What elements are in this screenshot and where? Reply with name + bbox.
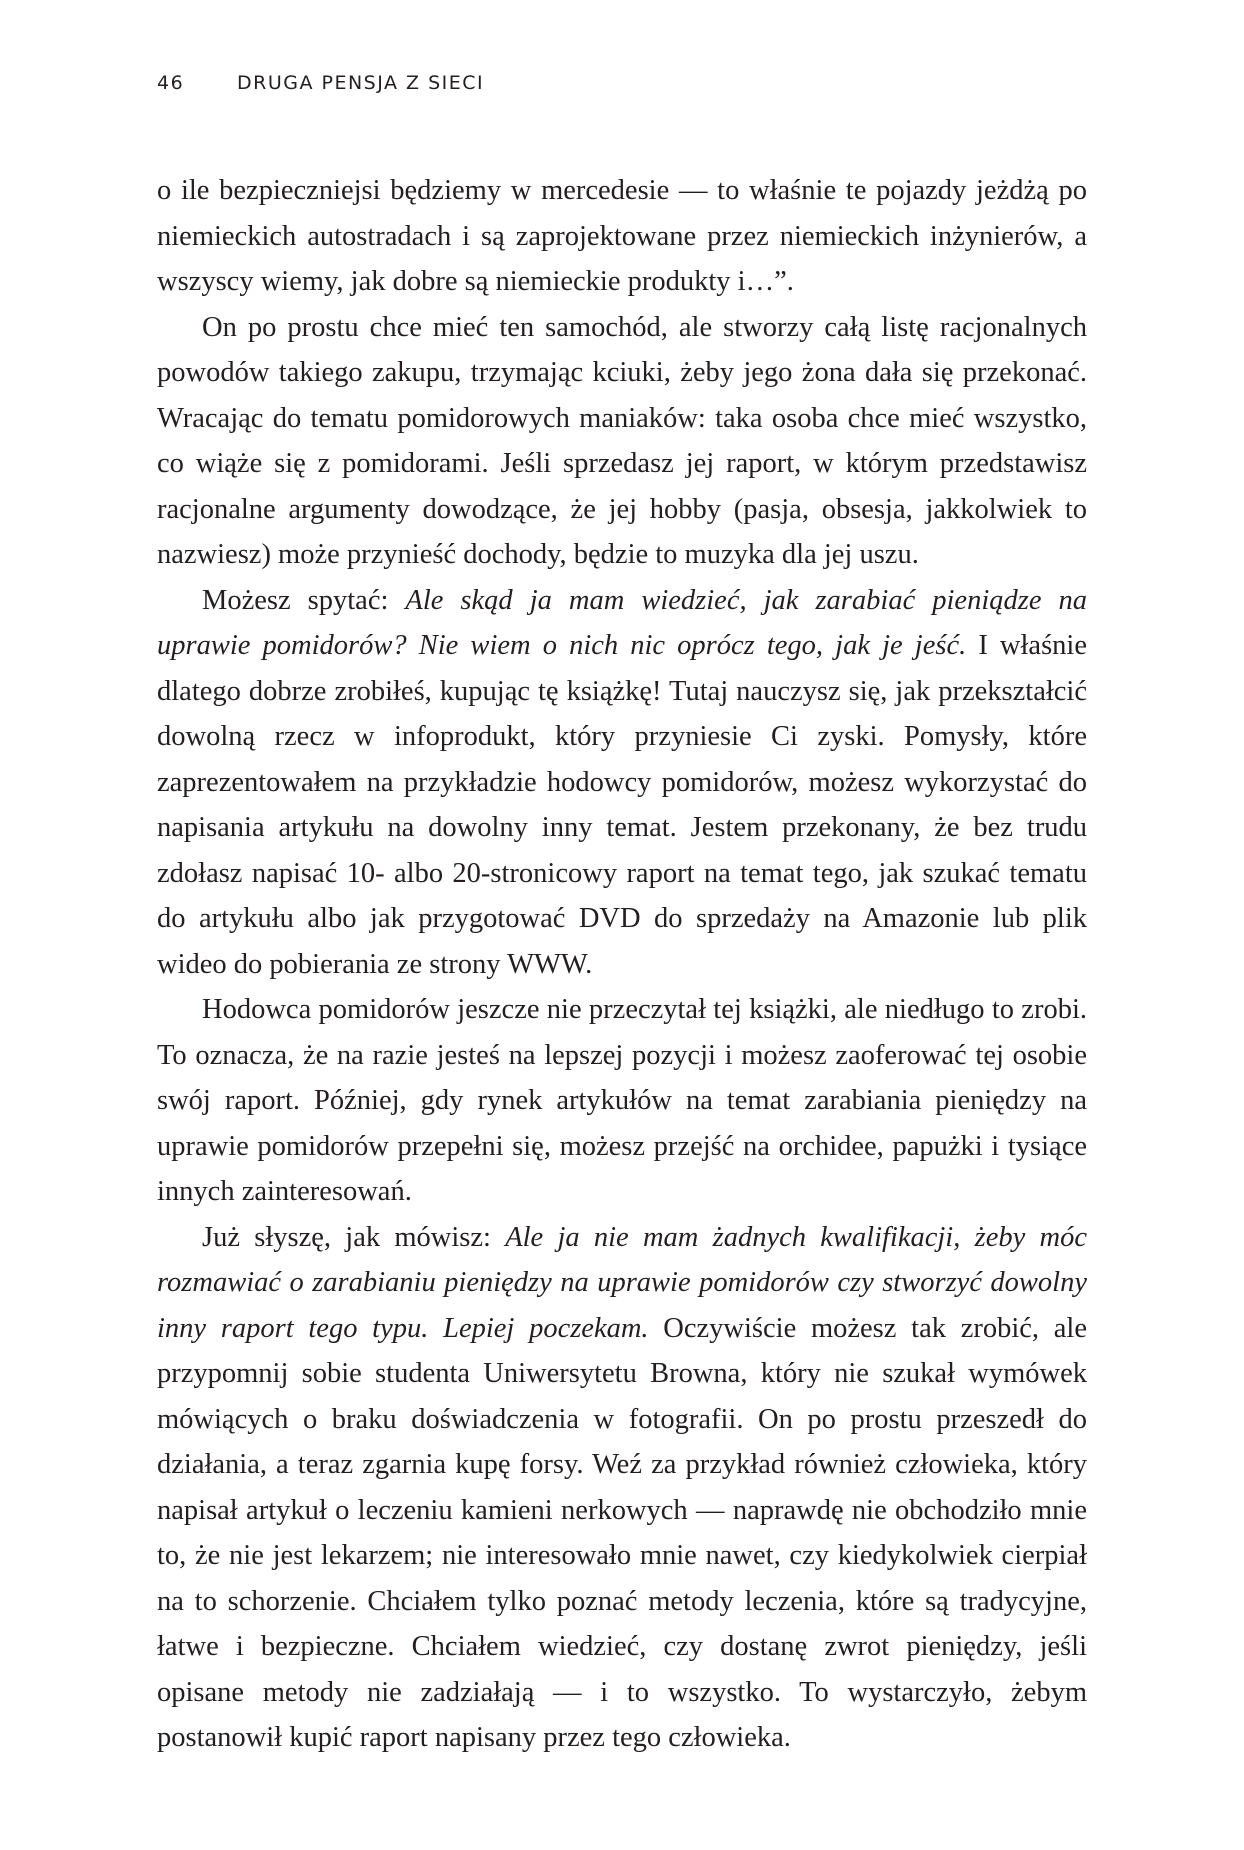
paragraph-3-rest: I właśnie dlatego dobrze zrobiłeś, kupując tę książkę! Tutaj nauczysz się, jak przekształcić dowolną rzecz w infoprodukt, który przyniesie Ci zyski. Pomysły, które zaprezentowałem na przykładzie hodowcy pomidorów, możesz wykorzystać do napisania artykułu na dowolny inny temat. Jestem przekonany, że bez trudu zdołasz napisać 10- albo 20-stronicowy raport na temat tego, jak szukać tematu do artykułu albo jak przygotować DVD do sprzedaży na Amazonie lub plik wideo do pobierania ze strony WWW. bbox=[157, 630, 1087, 980]
paragraph-5-lead: Już słyszę, jak mówisz: bbox=[202, 1221, 506, 1253]
paragraph-4: Hodowca pomidorów jeszcze nie przeczytał tej książki, ale niedługo to zrobi. To oznacza, że na razie jesteś na lepszej pozycji i możesz zaoferować tej osobie swój raport. Później, gdy rynek artykułów na temat zarabiania pieniędzy na uprawie pomidorów przepełni się, możesz przejść na orchidee, papużki i tysiące innych zainteresowań. bbox=[157, 994, 1087, 1207]
paragraph-3-italic: Ale skąd ja mam wiedzieć, jak zarabiać pieniądze na uprawie pomidorów? Nie wiem o nich nic oprócz tego, jak je jeść. bbox=[157, 584, 1088, 661]
book-title: DRUGA PENSJA Z SIECI bbox=[237, 72, 485, 94]
paragraph-1: o ile bezpieczniejsi będziemy w mercedesie — to właśnie te pojazdy jeżdżą po niemieckich autostradach i są zaprojektowane przez niemieckich inżynierów, a wszyscy wiemy, jak dobre są niemieckie produkty i…”. bbox=[157, 175, 1087, 297]
paragraph-3-lead: Możesz spytać: bbox=[202, 584, 406, 616]
page-number: 46 bbox=[157, 72, 185, 94]
paragraph-2: On po prostu chce mieć ten samochód, ale stworzy całą listę racjonalnych powodów takiego zakupu, trzymając kciuki, żeby jego żona dała się przekonać. Wracając do tematu pomidorowych maniaków: taka osoba chce mieć wszystko, co wiąże się z pomidorami. Jeśli sprzedasz jej raport, w którym przedstawisz racjonalne argumenty dowodzące, że jej hobby (pasja, obsesja, jakkolwiek to nazwiesz) może przynieść dochody, będzie to muzyka dla jej uszu. bbox=[157, 311, 1087, 570]
paragraph-5-rest: Oczywiście możesz tak zrobić, ale przypomnij sobie studenta Uniwersytetu Browna, który nie szukał wymówek mówiących o braku doświadczenia w fotografii. On po prostu przeszedł do działania, a teraz zgarnia kupę forsy. Weź za przykład również człowieka, który napisał artykuł o leczeniu kamieni nerkowych — naprawdę nie obchodziło mnie to, że nie jest lekarzem; nie interesowało mnie nawet, czy kiedykolwiek cierpiał na to schorzenie. Chciałem tylko poznać metody leczenia, które są tradycyjne, łatwe i bezpieczne. Chciałem wiedzieć, czy dostanę zwrot pieniędzy, jeśli opisane metody nie zadziałają — i to wszystko. To wystarczyło, żebym postanowił kupić raport napisany przez tego człowieka. bbox=[157, 1312, 1087, 1753]
running-head bbox=[157, 72, 484, 94]
paragraph-5 bbox=[157, 1215, 1087, 1761]
paragraph-3 bbox=[157, 578, 1087, 988]
paragraph-5-italic: Ale ja nie mam żadnych kwalifikacji, żeby móc rozmawiać o zarabianiu pieniędzy na uprawie pomidorów czy stworzyć dowolny inny raport tego typu. Lepiej poczekam. bbox=[157, 1221, 1087, 1344]
body-text bbox=[157, 168, 1087, 1761]
